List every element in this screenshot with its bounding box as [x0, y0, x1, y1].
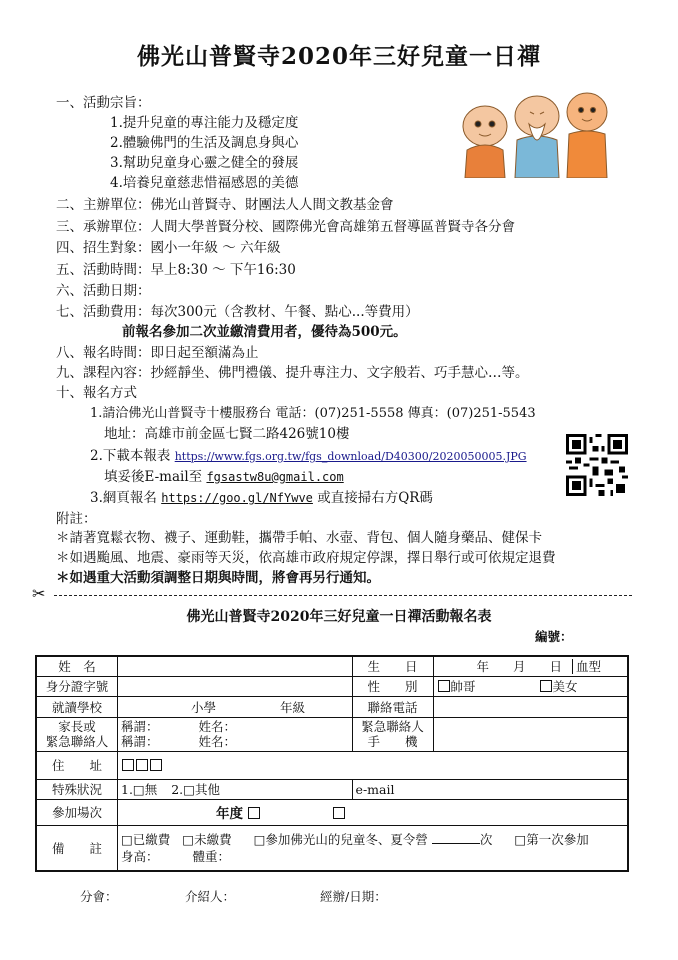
option-other[interactable]: 2.□其他: [171, 782, 220, 797]
address-field[interactable]: [118, 751, 629, 779]
camp-checkbox[interactable]: □參加佛光山的兒童冬、夏令營: [253, 831, 428, 847]
boy-label: 帥哥: [450, 679, 476, 694]
email-prefix: 填妥後E-mail至: [104, 469, 203, 485]
emergency-label-2: 手 機: [367, 734, 418, 749]
form-title: 佛光山普賢寺2020年三好兒童一日禪活動報名表: [186, 609, 492, 625]
email-label: e-mail: [355, 781, 395, 797]
date-line: 六、活動日期：: [56, 283, 151, 299]
web-registration-link[interactable]: https://goo.gl/NfYwve: [161, 491, 313, 505]
weight-label: 體重：: [192, 848, 231, 864]
girl-label: 美女: [552, 679, 578, 694]
birthday-label: 生 日: [352, 656, 433, 676]
guardian-title-label: 稱謂：: [121, 719, 159, 734]
method-2-label: 2.下載本報表: [90, 448, 171, 464]
registration-address: 地址：高雄市前金區七賢二路426號10樓: [104, 426, 350, 442]
handler-date-label: 經辦/日期：: [320, 889, 387, 904]
scissors-icon: ✂: [32, 584, 46, 603]
special-condition-options[interactable]: [118, 779, 353, 799]
emergency-contact-label: [352, 717, 433, 751]
phone-field[interactable]: [433, 696, 628, 717]
postal-box[interactable]: [150, 759, 162, 771]
year-label: 年: [476, 659, 490, 675]
email-link[interactable]: fgsastw8u@gmail.com: [206, 470, 344, 484]
guardian-field[interactable]: [118, 717, 353, 751]
session-label: 參加場次: [36, 799, 118, 825]
qr-code[interactable]: [566, 434, 628, 496]
notes-heading: 附註：: [56, 511, 97, 527]
grade-label: 年級: [280, 699, 306, 715]
girl-checkbox[interactable]: [540, 680, 552, 692]
remark-field: [118, 825, 629, 871]
fee-line: 七、活動費用：每次300元（含教材、午餐、點心...等費用）: [56, 304, 419, 320]
remark-label: 備 註: [36, 825, 118, 871]
id-number-field[interactable]: [118, 676, 353, 696]
time-line: 五、活動時間：早上8:30 ～ 下午16:30: [56, 262, 296, 278]
purpose-item: 1.提升兒童的專注能力及穩定度: [110, 115, 299, 131]
session-year-label: 年度: [216, 806, 243, 822]
special-condition-label: 特殊狀況: [36, 779, 118, 799]
email-field[interactable]: [352, 779, 628, 799]
unpaid-checkbox[interactable]: □未繳費: [182, 831, 232, 847]
postal-box[interactable]: [122, 759, 134, 771]
note-item: ＊如遇颱風、地震、豪雨等天災，依高雄市政府規定停課，擇日舉行或可依規定退費: [56, 550, 556, 566]
camp-times-blank[interactable]: [432, 843, 480, 844]
name-label: 姓 名: [36, 656, 118, 676]
guardian-name-label: 姓名：: [198, 734, 237, 749]
referrer-label: 介紹人：: [185, 889, 236, 904]
first-time-checkbox[interactable]: □第一次參加: [514, 831, 589, 847]
serial-number-label: 編號：: [535, 629, 573, 644]
registration-method-1: 1.請洽佛光山普賢寺十樓服務台 電話：(07)251-5558 傳真：(07)251-5543: [90, 406, 536, 421]
gender-options: [433, 676, 628, 696]
organizer-line: 二、主辦單位：佛光山普賢寺、財團法人人間文教基金會: [56, 197, 394, 213]
note-item-important: ＊如遇重大活動須調整日期與時間，將會再另行通知。: [56, 570, 380, 586]
address-label: 住 址: [36, 751, 118, 779]
birthday-field[interactable]: [433, 656, 628, 676]
phone-label: 聯絡電話: [352, 696, 433, 717]
registration-method-heading: 十、報名方式: [56, 385, 137, 401]
course-line: 九、課程內容：抄經靜坐、佛門禮儀、提升專注力、文字般若、巧手慧心…等。: [56, 365, 529, 381]
school-label: 就讀學校: [36, 696, 118, 717]
primary-label: 小學: [191, 699, 217, 715]
name-field[interactable]: [118, 656, 353, 676]
paid-checkbox[interactable]: □已繳費: [121, 831, 171, 847]
guardian-label-1: 家長或: [58, 719, 96, 734]
registration-form: [35, 655, 629, 872]
guardian-label-2: 緊急聯絡人: [45, 734, 109, 749]
guardian-name-label: 姓名：: [198, 719, 237, 734]
height-label: 身高：: [121, 848, 159, 864]
session-checkbox[interactable]: [333, 807, 345, 819]
note-item: ＊請著寬鬆衣物、襪子、運動鞋，攜帶手帕、水壺、背包、個人隨身藥品、健保卡: [56, 530, 542, 546]
coorganizer-line: 三、承辦單位：人間大學普賢分校、國際佛光會高雄第五督導區普賢寺各分會: [56, 219, 515, 235]
download-link[interactable]: https://www.fgs.org.tw/fgs_download/D40300/2020050005.JPG: [174, 450, 527, 463]
target-line: 四、招生對象：國小一年級 ～ 六年級: [56, 240, 281, 256]
monk-illustration: [455, 88, 615, 178]
method-3-label: 3.網頁報名: [90, 490, 157, 506]
month-label: 月: [513, 659, 526, 675]
session-checkbox[interactable]: [248, 807, 260, 819]
dashed-divider: [54, 595, 632, 596]
session-field[interactable]: [118, 799, 629, 825]
gender-label: 性 別: [352, 676, 433, 696]
emergency-phone-field[interactable]: [433, 717, 628, 751]
postal-box[interactable]: [136, 759, 148, 771]
guardian-title-label: 稱謂：: [121, 734, 159, 749]
email-line: [104, 465, 344, 485]
discount-note: 前報名參加二次並繳清費用者，優待為500元。: [122, 324, 407, 340]
times-label: 次: [479, 831, 493, 847]
id-number-label: 身分證字號: [36, 676, 118, 696]
boy-checkbox[interactable]: [438, 680, 450, 692]
school-field[interactable]: [118, 696, 353, 717]
cut-line: [32, 584, 632, 603]
purpose-item: 3.幫助兒童身心靈之健全的發展: [110, 155, 299, 171]
blood-type-label: 血型: [572, 659, 601, 674]
registration-time-line: 八、報名時間：即日起至額滿為止: [56, 345, 259, 361]
emergency-label-1: 緊急聯絡人: [361, 719, 424, 734]
method-3-suffix: 或直接掃右方QR碼: [317, 490, 433, 506]
option-none[interactable]: 1.□無: [121, 782, 158, 797]
branch-label: 分會：: [80, 889, 118, 904]
guardian-label: [36, 717, 118, 751]
registration-method-3: [90, 486, 433, 506]
purpose-heading: 一、活動宗旨：: [56, 95, 151, 111]
page-title: 佛光山普賢寺2020年三好兒童一日禪: [136, 43, 541, 70]
day-label: 日: [549, 659, 563, 675]
registration-method-2: [90, 444, 527, 464]
purpose-item: 4.培養兒童慈悲惜福感恩的美德: [110, 175, 299, 191]
purpose-item: 2.體驗佛門的生活及調息身與心: [110, 135, 299, 151]
